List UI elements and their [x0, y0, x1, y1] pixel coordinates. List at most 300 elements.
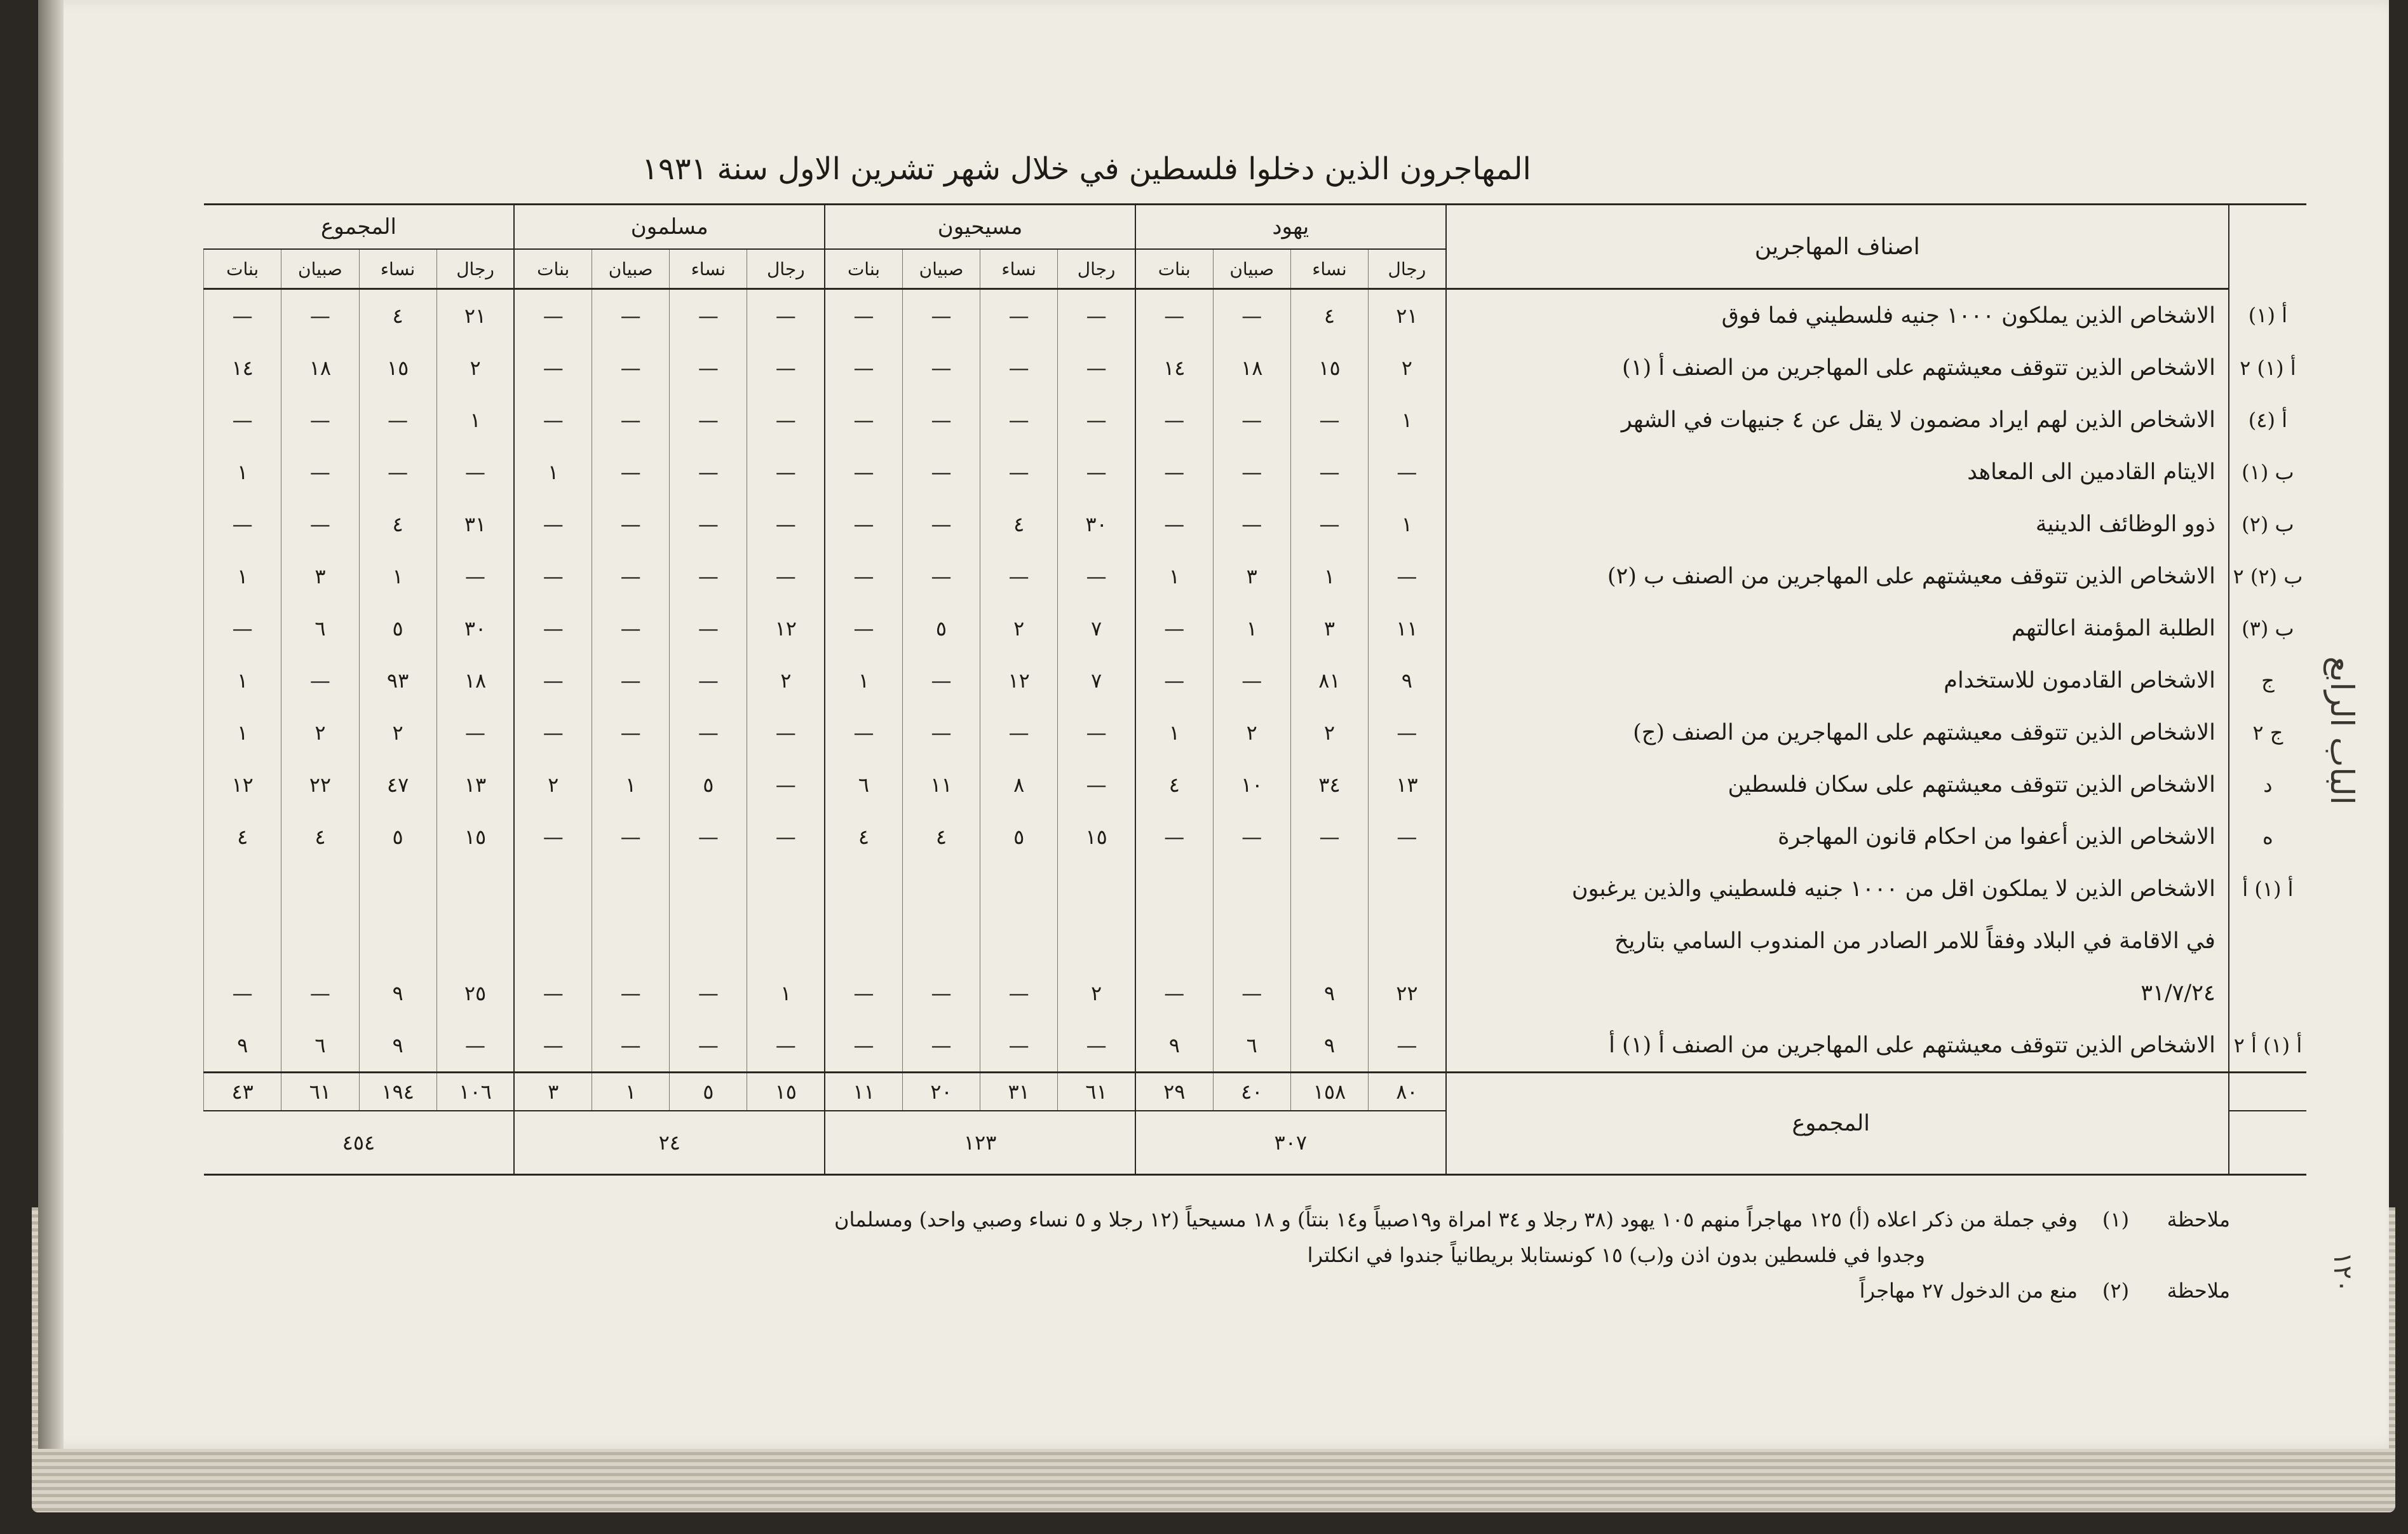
cell-empty — [1213, 863, 1290, 915]
note-text: وجدوا في فلسطين بدون اذن و(ب) ١٥ كونستابلا بريطانياً جندوا في انكلترا — [1307, 1243, 1925, 1267]
cell-value: — — [1135, 498, 1213, 550]
grand-code-empty — [2229, 1111, 2306, 1175]
cell-empty — [1290, 915, 1368, 967]
cell-value: — — [1290, 446, 1368, 498]
cell-empty — [281, 863, 359, 915]
total-value: ٦١ — [1058, 1073, 1135, 1111]
table-row — [204, 289, 2307, 343]
cell-empty — [825, 863, 902, 915]
cell-value: — — [592, 289, 670, 343]
spine-shadow — [38, 0, 64, 1449]
cell-empty — [670, 863, 747, 915]
cell-value: — — [359, 446, 436, 498]
cell-value: — — [514, 498, 592, 550]
cell-empty — [1290, 863, 1368, 915]
group-header-row — [204, 205, 2307, 250]
cell-value: — — [204, 289, 281, 343]
cell-value: — — [1135, 811, 1213, 863]
cell-value: — — [514, 342, 592, 394]
cell-value: — — [1058, 759, 1135, 811]
cell-empty — [825, 915, 902, 967]
cell-value: — — [1058, 394, 1135, 446]
cell-value: ٢ — [1290, 707, 1368, 759]
grand-total-value: ١٢٣ — [825, 1111, 1135, 1175]
cell-value: ١٤ — [204, 342, 281, 394]
cell-value: — — [514, 550, 592, 602]
cell-value: — — [980, 342, 1058, 394]
cell-value: — — [1135, 394, 1213, 446]
cell-value: ٣ — [281, 550, 359, 602]
cell-empty — [980, 915, 1058, 967]
cell-value: — — [670, 342, 747, 394]
cell-value: ١١ — [1369, 602, 1446, 655]
total-value: ٣ — [514, 1073, 592, 1111]
subhead-0-3: بنات — [1135, 249, 1213, 289]
cell-value: — — [825, 602, 902, 655]
cell-value: ٩ — [1290, 1019, 1368, 1073]
cell-value: — — [592, 707, 670, 759]
cell-value: — — [670, 1019, 747, 1073]
row-code: أ (١) — [2229, 289, 2306, 343]
table-row — [204, 602, 2307, 655]
table-row — [204, 550, 2307, 602]
cell-value: ٢١ — [436, 289, 514, 343]
row-code: ب (٢) ٢ — [2229, 550, 2306, 602]
cell-empty — [1213, 915, 1290, 967]
total-value: ١٠٦ — [436, 1073, 514, 1111]
cell-value: — — [1058, 707, 1135, 759]
row-code: ه — [2229, 811, 2306, 863]
table-row — [204, 759, 2307, 811]
cell-value: ٥ — [902, 602, 980, 655]
note-number — [1925, 1243, 2001, 1279]
immigrants-table — [203, 203, 2306, 1176]
cell-empty — [1369, 863, 1446, 915]
cell-value: — — [747, 759, 825, 811]
cell-value: — — [670, 707, 747, 759]
cell-value: — — [747, 707, 825, 759]
table-row — [204, 655, 2307, 707]
cell-value: ٢ — [1058, 967, 1135, 1019]
cell-value: ١٥ — [1290, 342, 1368, 394]
totals-label: المجموع — [1446, 1073, 2229, 1175]
cell-value: — — [281, 446, 359, 498]
cell-empty — [902, 915, 980, 967]
cell-value: ٩ — [1290, 967, 1368, 1019]
grand-total-value: ٤٥٤ — [204, 1111, 515, 1175]
total-value: ١٥٨ — [1290, 1073, 1368, 1111]
cell-value: — — [980, 289, 1058, 343]
row-label: الاشخاص الذين تتوقف معيشتهم على المهاجرين من الصنف أ (١) أ — [1446, 1019, 2229, 1073]
cell-value: ١ — [204, 446, 281, 498]
row-code: أ (٤) — [2229, 394, 2306, 446]
cell-value: ٩ — [1135, 1019, 1213, 1073]
note-label: ملاحظة — [2167, 1279, 2230, 1303]
cell-value: — — [514, 394, 592, 446]
notes — [610, 1207, 2230, 1314]
subhead-2-0: رجال — [747, 249, 825, 289]
cell-value: ١٣ — [1369, 759, 1446, 811]
row-label: الاشخاص الذين تتوقف معيشتهم على المهاجرين من الصنف ب (٢) — [1446, 550, 2229, 602]
cell-value: — — [747, 342, 825, 394]
cell-value: — — [902, 550, 980, 602]
cell-value: — — [592, 967, 670, 1019]
cell-empty — [1135, 915, 1213, 967]
cell-value: — — [670, 602, 747, 655]
cell-value: ١٥ — [1058, 811, 1135, 863]
cell-value: ١ — [436, 394, 514, 446]
cell-value: — — [902, 1019, 980, 1073]
cell-value: — — [670, 289, 747, 343]
cell-empty — [902, 863, 980, 915]
cell-value: ٤ — [1290, 289, 1368, 343]
cell-value: — — [1135, 289, 1213, 343]
cell-value: ٣٠ — [436, 602, 514, 655]
cell-value: ٢ — [980, 602, 1058, 655]
cell-value: ١٨ — [281, 342, 359, 394]
row-label: الايتام القادمين الى المعاهد — [1446, 446, 2229, 498]
cell-value: ١٥ — [436, 811, 514, 863]
cell-value: ٩٣ — [359, 655, 436, 707]
subhead-3-0: رجال — [436, 249, 514, 289]
cell-empty — [359, 915, 436, 967]
cell-value: ٦ — [281, 602, 359, 655]
cell-value: ١ — [204, 707, 281, 759]
cell-value: — — [825, 342, 902, 394]
cell-value: ١ — [747, 967, 825, 1019]
row-code: ج — [2229, 655, 2306, 707]
cell-value: — — [204, 602, 281, 655]
cell-value: — — [592, 602, 670, 655]
cell-value: — — [281, 289, 359, 343]
cell-value: ١٢ — [980, 655, 1058, 707]
cell-value: — — [281, 498, 359, 550]
cell-value: ٤ — [980, 498, 1058, 550]
cell-value: ٤٧ — [359, 759, 436, 811]
cell-value: ٥ — [980, 811, 1058, 863]
cell-value: ٢ — [1369, 342, 1446, 394]
cell-value: ١ — [825, 655, 902, 707]
cell-value: ١ — [514, 446, 592, 498]
cell-value: — — [1135, 655, 1213, 707]
grand-total-value: ٢٤ — [514, 1111, 825, 1175]
cell-value: ٤ — [902, 811, 980, 863]
cell-value: — — [592, 446, 670, 498]
cell-value: — — [1058, 289, 1135, 343]
cell-value: — — [902, 342, 980, 394]
cell-value: — — [1213, 967, 1290, 1019]
row-code: ب (٣) — [2229, 602, 2306, 655]
cell-value: — — [436, 446, 514, 498]
page-number: ١٢٠ — [2328, 1252, 2357, 1293]
row-label: الاشخاص الذين تتوقف معيشتهم على المهاجرين من الصنف أ (١) — [1446, 342, 2229, 394]
cell-empty — [359, 863, 436, 915]
cell-value: ٤ — [204, 811, 281, 863]
cell-value: ٢ — [514, 759, 592, 811]
row-code: ج ٢ — [2229, 707, 2306, 759]
cell-value: ٣١ — [436, 498, 514, 550]
row-code-empty — [2229, 915, 2306, 967]
cell-value: ٢١ — [1369, 289, 1446, 343]
cell-value: ٧ — [1058, 602, 1135, 655]
cell-value: — — [204, 967, 281, 1019]
cell-value: ٣٤ — [1290, 759, 1368, 811]
cell-value: — — [902, 967, 980, 1019]
cell-value: ٢٢ — [281, 759, 359, 811]
cell-value: — — [902, 498, 980, 550]
cell-empty — [747, 863, 825, 915]
row-code: ب (٢) — [2229, 498, 2306, 550]
subhead-0-2: صبيان — [1213, 249, 1290, 289]
row-label: الاشخاص الذين يملكون ١٠٠٠ جنيه فلسطيني فما فوق — [1446, 289, 2229, 343]
cell-value: — — [1213, 394, 1290, 446]
cell-value: — — [980, 1019, 1058, 1073]
cell-value: ٤ — [359, 289, 436, 343]
cell-value: ١ — [1135, 550, 1213, 602]
cell-value: — — [1213, 811, 1290, 863]
cell-value: — — [1369, 707, 1446, 759]
page-title: المهاجرون الذين دخلوا فلسطين في خلال شهر تشرين الاول سنة ١٩٣١ — [642, 151, 1531, 187]
cell-value: — — [825, 967, 902, 1019]
note-line — [610, 1207, 2230, 1243]
cell-value: ٢ — [747, 655, 825, 707]
cell-value: — — [980, 707, 1058, 759]
table-row — [204, 342, 2307, 394]
cell-value: — — [514, 967, 592, 1019]
cell-value: ١ — [359, 550, 436, 602]
cell-value: — — [1369, 446, 1446, 498]
subhead-2-2: صبيان — [592, 249, 670, 289]
cell-value: — — [436, 707, 514, 759]
cell-value: ٤ — [359, 498, 436, 550]
total-value: ١٥ — [747, 1073, 825, 1111]
cell-value: — — [281, 967, 359, 1019]
table-row — [204, 863, 2307, 915]
cell-value: — — [592, 550, 670, 602]
cell-value: — — [747, 550, 825, 602]
cell-value: — — [204, 394, 281, 446]
note-line — [610, 1279, 2230, 1314]
cell-value: — — [1369, 550, 1446, 602]
cell-value: — — [747, 498, 825, 550]
category-header: اصناف المهاجرين — [1446, 205, 2229, 289]
total-value: ٤٣ — [204, 1073, 281, 1111]
cell-value: — — [1290, 498, 1368, 550]
total-value: ٥ — [670, 1073, 747, 1111]
cell-value: — — [1290, 394, 1368, 446]
subhead-3-2: صبيان — [281, 249, 359, 289]
cell-value: — — [1213, 289, 1290, 343]
note-text: منع من الدخول ٢٧ مهاجراً — [1859, 1279, 2078, 1303]
cell-value: — — [825, 289, 902, 343]
cell-empty — [281, 915, 359, 967]
grand-total-value: ٣٠٧ — [1135, 1111, 1446, 1175]
cell-value: — — [670, 967, 747, 1019]
row-code: د — [2229, 759, 2306, 811]
cell-value: ١ — [1369, 394, 1446, 446]
cell-value: — — [1058, 342, 1135, 394]
cell-value: — — [670, 550, 747, 602]
cell-value: ٤ — [281, 811, 359, 863]
cell-value: ٢ — [436, 342, 514, 394]
cell-value: ١ — [1290, 550, 1368, 602]
cell-value: — — [747, 289, 825, 343]
cell-value: — — [281, 655, 359, 707]
cell-value: ١ — [592, 759, 670, 811]
row-label: الاشخاص القادمون للاستخدام — [1446, 655, 2229, 707]
subhead-2-3: بنات — [514, 249, 592, 289]
cell-value: — — [592, 498, 670, 550]
note-label: ملاحظة — [2167, 1207, 2230, 1232]
row-label: الاشخاص الذين لهم ايراد مضمون لا يقل عن ٤ جنيهات في الشهر — [1446, 394, 2229, 446]
cell-value: ١ — [204, 550, 281, 602]
cell-value: — — [1135, 446, 1213, 498]
cell-value: — — [514, 602, 592, 655]
code-header — [2229, 205, 2306, 289]
book-page — [38, 0, 2389, 1449]
cell-empty — [1135, 863, 1213, 915]
cell-value: — — [670, 811, 747, 863]
cell-value: — — [514, 707, 592, 759]
cell-empty — [1058, 915, 1135, 967]
cell-value: — — [1369, 811, 1446, 863]
cell-value: — — [747, 1019, 825, 1073]
cell-empty — [670, 915, 747, 967]
cell-value: — — [592, 655, 670, 707]
cell-value: ١٥ — [359, 342, 436, 394]
cell-value: — — [1135, 602, 1213, 655]
cell-value: — — [436, 550, 514, 602]
totals-row — [204, 1073, 2307, 1111]
cell-value: ٢ — [281, 707, 359, 759]
table-row — [204, 394, 2307, 446]
cell-value: — — [359, 394, 436, 446]
subhead-3-3: بنات — [204, 249, 281, 289]
table-row — [204, 1019, 2307, 1073]
cell-empty — [592, 915, 670, 967]
table-body — [204, 289, 2307, 1175]
cell-value: — — [825, 1019, 902, 1073]
row-code: أ (١) أ ٢ — [2229, 1019, 2306, 1073]
cell-value: — — [670, 446, 747, 498]
cell-value: ١ — [1369, 498, 1446, 550]
cell-value: ١٢ — [204, 759, 281, 811]
row-label: الاشخاص الذين أعفوا من احكام قانون المهاجرة — [1446, 811, 2229, 863]
cell-value: ٦ — [1213, 1019, 1290, 1073]
cell-value: ٣٠ — [1058, 498, 1135, 550]
subhead-1-3: بنات — [825, 249, 902, 289]
total-value: ٣١ — [980, 1073, 1058, 1111]
row-label-continued: في الاقامة في البلاد وفقاً للامر الصادر من المندوب السامي بتاريخ — [1446, 915, 2229, 967]
cell-value: — — [592, 394, 670, 446]
cell-value: ١٠ — [1213, 759, 1290, 811]
table-row — [204, 498, 2307, 550]
cell-value: — — [825, 446, 902, 498]
cell-empty — [204, 915, 281, 967]
cell-value: ٦ — [281, 1019, 359, 1073]
cell-value: — — [1290, 811, 1368, 863]
total-value: ٤٠ — [1213, 1073, 1290, 1111]
cell-value: — — [514, 811, 592, 863]
total-value: ٨٠ — [1369, 1073, 1446, 1111]
cell-value: — — [592, 1019, 670, 1073]
row-label: ذوو الوظائف الدينية — [1446, 498, 2229, 550]
cell-value: — — [902, 446, 980, 498]
cell-value: — — [902, 707, 980, 759]
cell-value: — — [980, 446, 1058, 498]
subhead-3-1: نساء — [359, 249, 436, 289]
total-value: ١٩٤ — [359, 1073, 436, 1111]
total-value: ٢٩ — [1135, 1073, 1213, 1111]
cell-value: — — [1058, 446, 1135, 498]
total-value: ٦١ — [281, 1073, 359, 1111]
cell-value: ٨ — [980, 759, 1058, 811]
group-header-total: المجموع — [204, 205, 515, 250]
cell-value: — — [281, 394, 359, 446]
group-header-christians: مسيحيون — [825, 205, 1135, 250]
cell-value: — — [514, 289, 592, 343]
cell-value: ٢ — [1213, 707, 1290, 759]
cell-value: ٧ — [1058, 655, 1135, 707]
cell-empty — [980, 863, 1058, 915]
table-row — [204, 707, 2307, 759]
row-label: الاشخاص الذين لا يملكون اقل من ١٠٠٠ جنيه فلسطيني والذين يرغبون — [1446, 863, 2229, 915]
cell-empty — [747, 915, 825, 967]
table-row-continuation — [204, 967, 2307, 1019]
row-label: الطلبة المؤمنة اعالتهم — [1446, 602, 2229, 655]
row-code: أ (١) أ — [2229, 863, 2306, 915]
subhead-0-1: نساء — [1290, 249, 1368, 289]
cell-value: ٩ — [204, 1019, 281, 1073]
cell-value: — — [980, 967, 1058, 1019]
cell-value: ٩ — [1369, 655, 1446, 707]
group-header-jews: يهود — [1135, 205, 1446, 250]
cell-empty — [204, 863, 281, 915]
note-label — [2001, 1243, 2078, 1279]
cell-value: — — [825, 550, 902, 602]
cell-value: — — [980, 394, 1058, 446]
cell-value: ٩ — [359, 1019, 436, 1073]
cell-empty — [436, 863, 514, 915]
cell-value: ٣ — [1290, 602, 1368, 655]
cell-value: ٤ — [825, 811, 902, 863]
cell-value: ١ — [1213, 602, 1290, 655]
cell-empty — [514, 863, 592, 915]
cell-empty — [514, 915, 592, 967]
cell-value: ١٨ — [436, 655, 514, 707]
subhead-1-2: صبيان — [902, 249, 980, 289]
cell-value: ١٢ — [747, 602, 825, 655]
row-code-empty — [2229, 967, 2306, 1019]
cell-value: ٢٢ — [1369, 967, 1446, 1019]
total-value: ١١ — [825, 1073, 902, 1111]
cell-value: ٨١ — [1290, 655, 1368, 707]
cell-value: ٦ — [825, 759, 902, 811]
cell-value: — — [1058, 550, 1135, 602]
cell-value: — — [1213, 498, 1290, 550]
cell-value: ١٣ — [436, 759, 514, 811]
subhead-1-1: نساء — [980, 249, 1058, 289]
cell-value: ١ — [1135, 707, 1213, 759]
row-label: الاشخاص الذين تتوقف معيشتهم على المهاجرين من الصنف (ج) — [1446, 707, 2229, 759]
cell-value: — — [670, 394, 747, 446]
cell-value: ١ — [204, 655, 281, 707]
cell-value: — — [825, 707, 902, 759]
cell-value: — — [747, 811, 825, 863]
cell-value: ٤ — [1135, 759, 1213, 811]
cell-value: — — [902, 655, 980, 707]
cell-value: — — [592, 811, 670, 863]
